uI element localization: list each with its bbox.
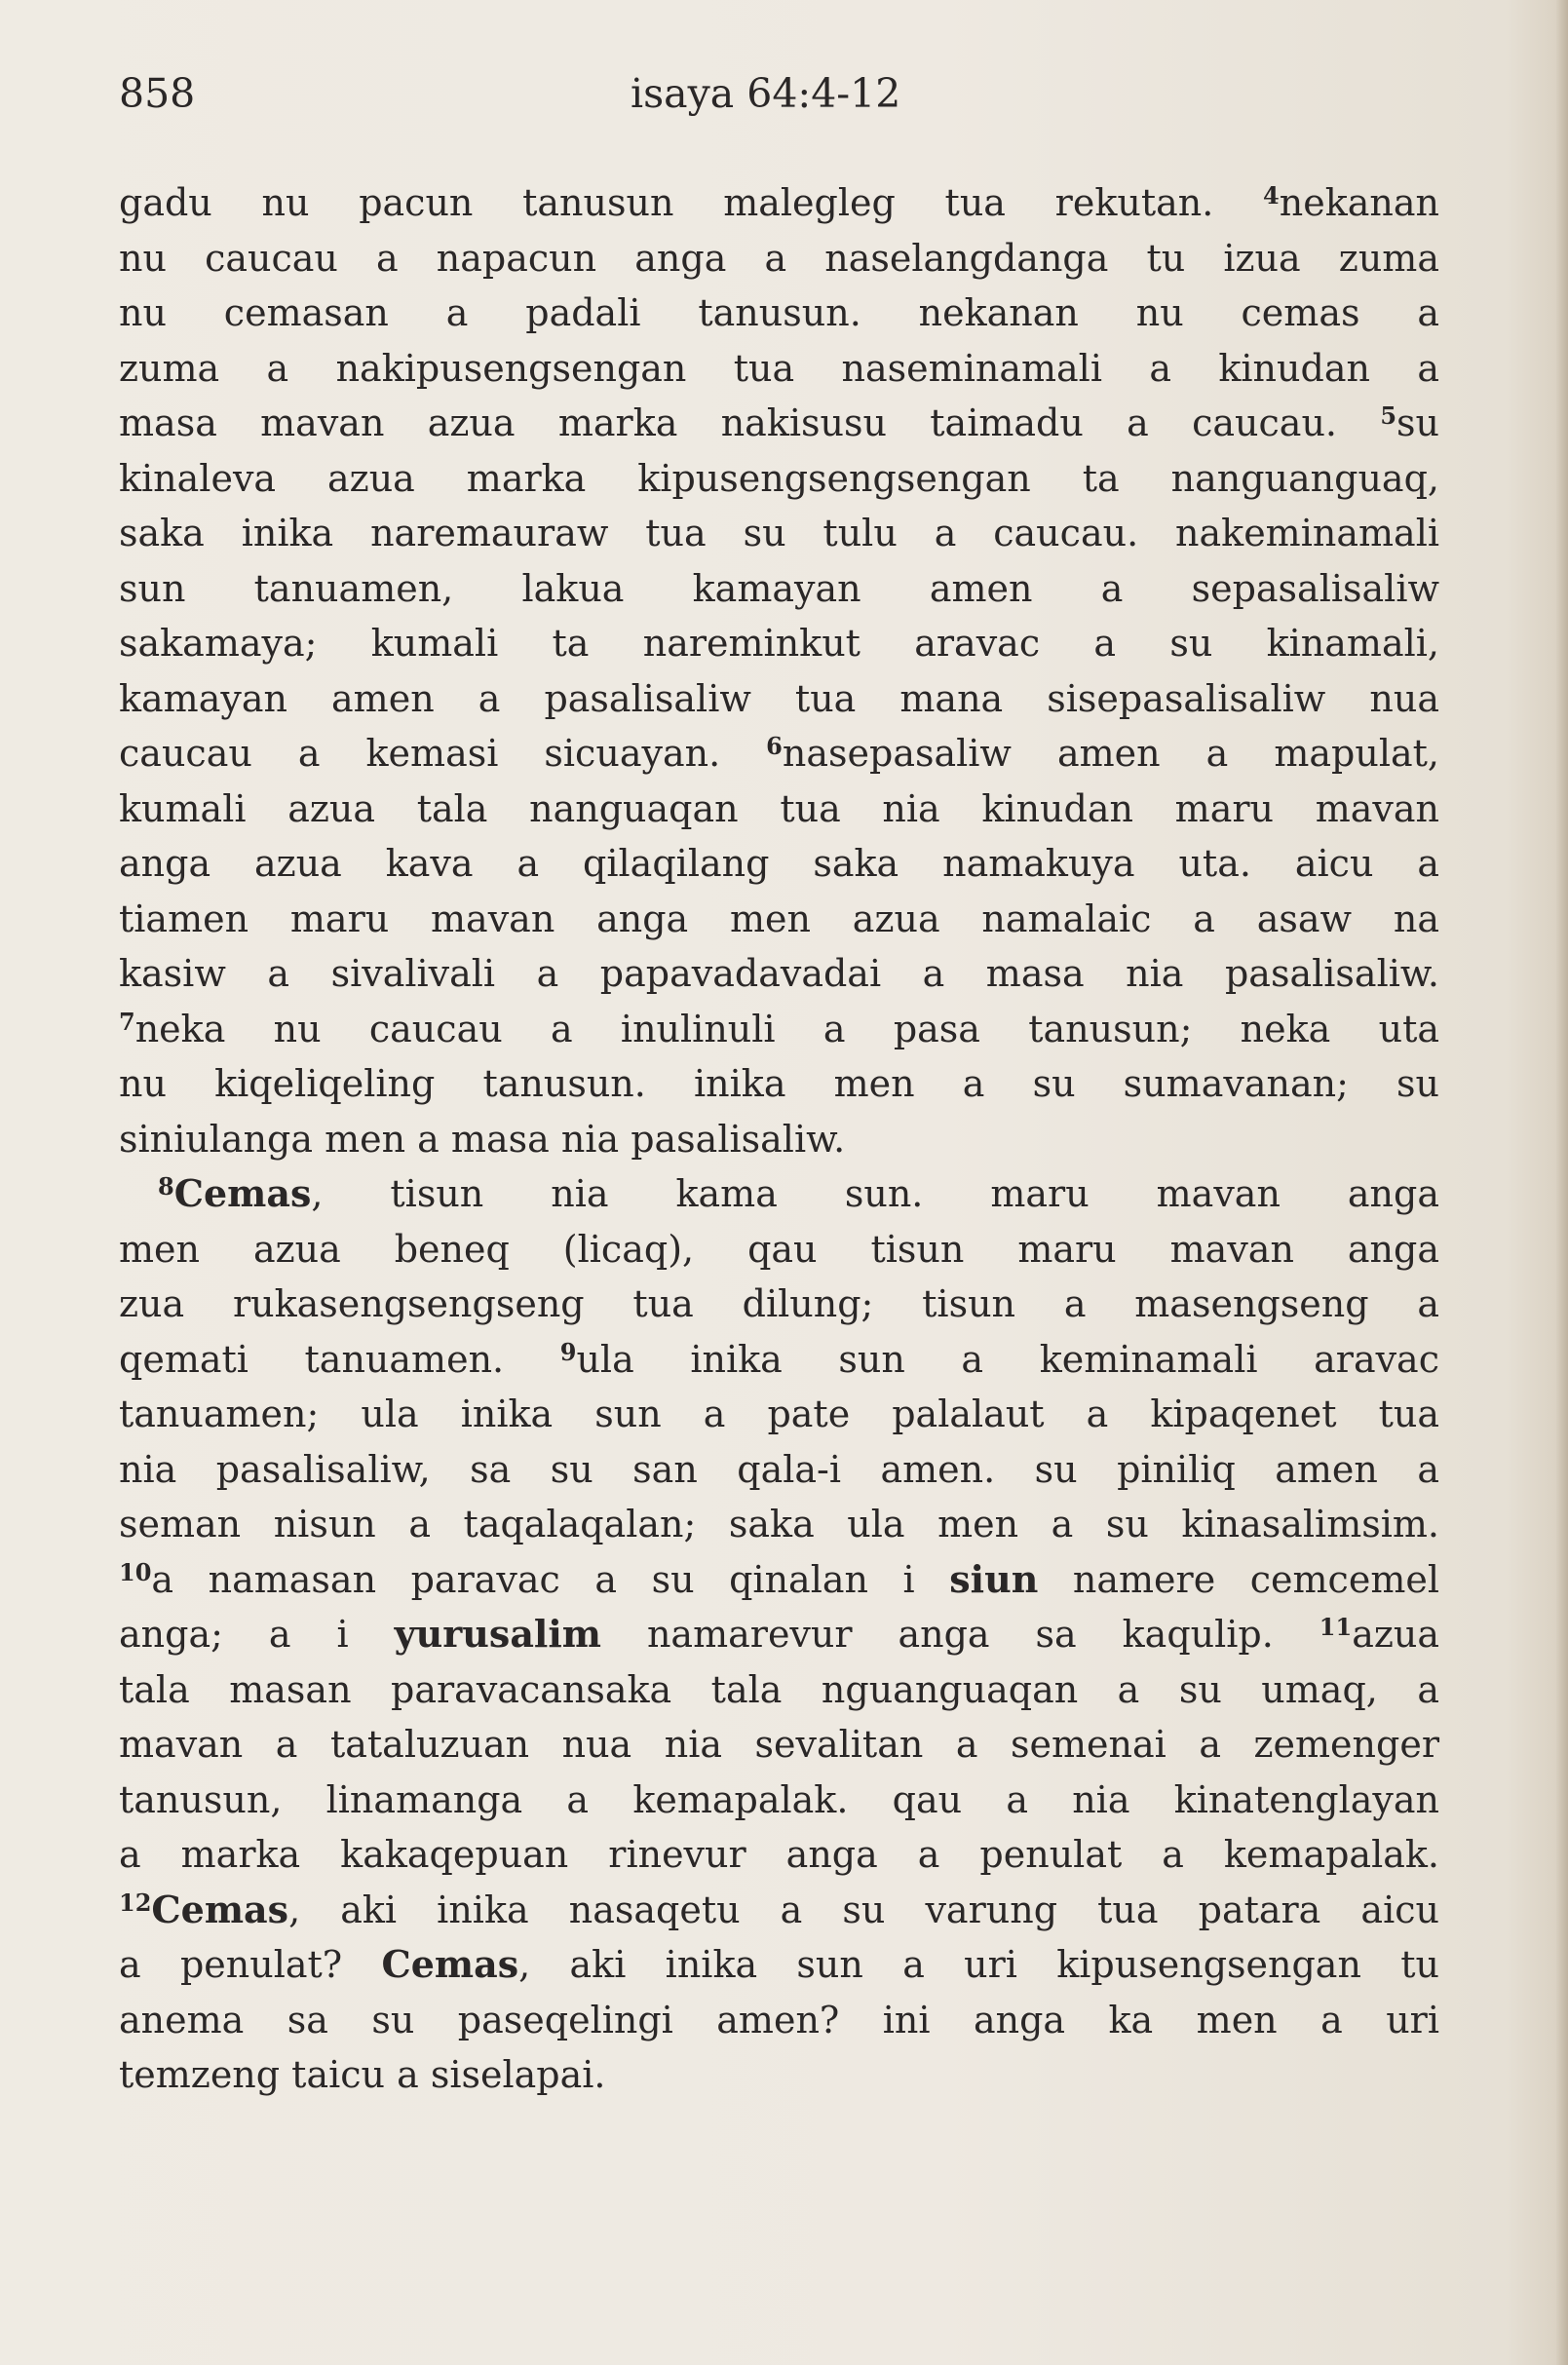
text-line: masa mavan azua marka nakisusu taimadu a caucau. $^5$su bbox=[119, 401, 1439, 444]
verse-number: 11 bbox=[1319, 1613, 1353, 1641]
text-line: mavan a tataluzuan nua nia sevalitan a semenai a zemenger bbox=[119, 1723, 1439, 1766]
text-line: tanuamen; ula inika sun a pate palalaut a kipaqenet tua bbox=[119, 1392, 1439, 1435]
text-line: kasiw a sivalivali a papavadavadai a masa nia pasalisaliw. bbox=[119, 952, 1439, 995]
text-line: nia pasalisaliw, sa su san qala-i amen. su piniliq amen a bbox=[119, 1447, 1439, 1491]
text-line: a penulat? Cemas, aki inika sun a uri kipusengsengan tu bbox=[119, 1942, 1439, 1986]
text-line: caucau a kemasi sicuayan. $^6$nasepasaliw amen a mapulat, bbox=[119, 732, 1439, 775]
text-line: $^{10}$a namasan paravac a su qinalan i siun namere cemcemel bbox=[119, 1556, 1439, 1601]
text-line: tanusun, linamanga a kemapalak. qau a nia kinatenglayan bbox=[119, 1777, 1439, 1821]
text-line: tiamen maru mavan anga men azua namalaic a asaw na bbox=[119, 896, 1439, 940]
bold-term: yurusalim bbox=[394, 1612, 602, 1656]
text-line: nu caucau a napacun anga a naselangdanga tu izua zuma bbox=[119, 236, 1439, 280]
text-line: siniulanga men a masa nia pasalisaliw. bbox=[119, 1117, 846, 1161]
verse-number: 10 bbox=[119, 1557, 152, 1586]
verse-number: 8 bbox=[158, 1172, 174, 1201]
text-line: anga azua kava a qilaqilang saka namakuya uta. aicu a bbox=[119, 842, 1439, 885]
text-line: men azua beneq (licaq), qau tisun maru mavan anga bbox=[119, 1227, 1439, 1271]
text-line: zua rukasengsengseng tua dilung; tisun a masengseng a bbox=[119, 1282, 1439, 1325]
text-line: kinaleva azua marka kipusengsengsengan ta nanguanguaq, bbox=[119, 456, 1439, 500]
text-line: sun tanuamen, lakua kamayan amen a sepasalisaliw bbox=[119, 566, 1439, 610]
text-line: anga; a i yurusalim namarevur anga sa kaqulip. $^{11}$azua bbox=[119, 1612, 1439, 1656]
text-line: kamayan amen a pasalisaliw tua mana sisepasalisaliw nua bbox=[119, 676, 1439, 720]
text-block bbox=[119, 175, 1439, 2103]
page-edge bbox=[1556, 0, 1568, 2365]
text-line: tala masan paravacansaka tala nguanguaqan a su umaq, a bbox=[119, 1667, 1439, 1711]
text-line: gadu nu pacun tanusun malegleg tua rekutan. $^4$nekanan bbox=[119, 181, 1439, 224]
verse-number: 5 bbox=[1380, 401, 1397, 430]
verse-number: 7 bbox=[119, 1007, 135, 1036]
bold-term: Cemas bbox=[173, 1171, 312, 1215]
page-header bbox=[119, 64, 1441, 123]
text-line: kumali azua tala nanguaqan tua nia kinudan maru mavan bbox=[119, 786, 1439, 830]
text-line: $^{12}$Cemas, aki inika nasaqetu a su varung tua patara aicu bbox=[119, 1887, 1439, 1931]
text-line: anema sa su paseqelingi amen? ini anga ka men a uri bbox=[119, 1998, 1439, 2041]
running-head: isaya 64:4-12 bbox=[631, 70, 901, 117]
text-line: nu kiqeliqeling tanusun. inika men a su sumavanan; su bbox=[119, 1062, 1439, 1105]
text-line: nu cemasan a padali tanusun. nekanan nu cemas a bbox=[119, 291, 1439, 334]
text-line: sakamaya; kumali ta nareminkut aravac a su kinamali, bbox=[119, 622, 1439, 665]
verse-number: 4 bbox=[1263, 181, 1280, 210]
text-line: zuma a nakipusengsengan tua naseminamali a kinudan a bbox=[119, 346, 1439, 390]
verse-number: 9 bbox=[559, 1337, 577, 1366]
bold-term: Cemas bbox=[381, 1942, 519, 1986]
text-line: $^7$neka nu caucau a inulinuli a pasa tanusun; neka uta bbox=[119, 1007, 1439, 1050]
text-line: a marka kakaqepuan rinevur anga a penulat a kemapalak. bbox=[119, 1833, 1439, 1876]
verse-number: 6 bbox=[766, 732, 783, 760]
text-line: saka inika naremauraw tua su tulu a caucau. nakeminamali bbox=[119, 512, 1439, 554]
verse-number: 12 bbox=[119, 1888, 152, 1917]
text-line: seman nisun a taqalaqalan; saka ula men a su kinasalimsim. bbox=[119, 1503, 1439, 1545]
text-line: $^8$Cemas, tisun nia kama sun. maru mavan anga bbox=[158, 1171, 1439, 1215]
text-line: qemati tanuamen. $^9$ula inika sun a keminamali aravac bbox=[119, 1337, 1439, 1381]
page-number: 858 bbox=[119, 70, 196, 117]
bold-term: siun bbox=[949, 1556, 1039, 1601]
bold-term: Cemas bbox=[151, 1887, 289, 1931]
text-line: temzeng taicu a siselapai. bbox=[119, 2053, 606, 2096]
